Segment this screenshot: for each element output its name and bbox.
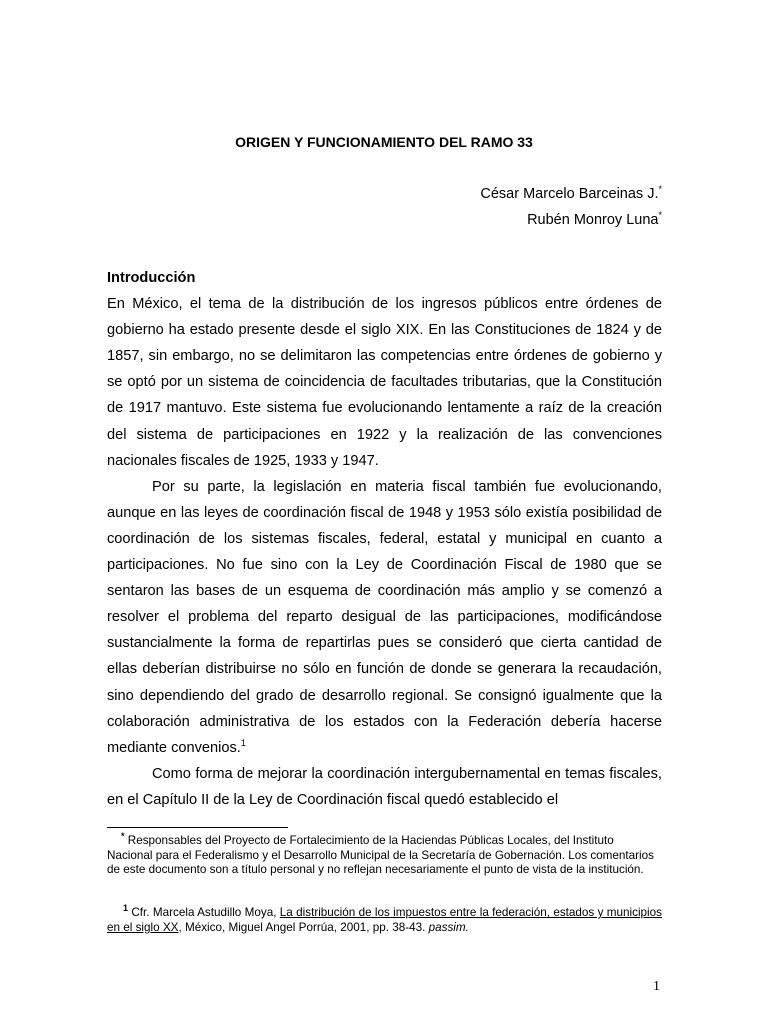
author-2-name: Rubén Monroy Luna <box>527 212 659 228</box>
paragraph-3: Como forma de mejorar la coordinación intergubernamental en temas fiscales, en el Capítulo II de la Ley de Coordinación fiscal quedó establecido el <box>107 765 662 808</box>
body-text <box>107 265 662 813</box>
paragraph-2 <box>107 474 662 761</box>
footnote-ref-1: 1 <box>240 737 246 748</box>
author-1-mark: * <box>658 184 662 195</box>
footnote-authors-mark: * <box>121 831 125 842</box>
author-1-name: César Marcelo Barceinas J. <box>480 186 659 202</box>
footnote-1-title-link: La distribución de los impuestos entre la federación, estados y municipios en el siglo XX <box>107 906 662 934</box>
page-number: 1 <box>653 979 660 994</box>
author-1 <box>480 186 662 202</box>
paragraph-2-text: Por su parte, la legislación en materia fiscal también fue evolucionando, aunque en las leyes de coordinación fiscal de 1948 y 1953 sólo existía posibilidad de coordinación de los sistemas fiscales, federal, estatal y municipal en cuanto a participaciones. No fue sino con la Ley de Coordinación Fiscal de 1980 que se sentaron las bases de un esquema de coordinación más amplio y se comenzó a resolver el problema del reparto desigual de las participaciones, modificándose sustancialmente la forma de repartirlas pues se consideró que cierta cantidad de ellas deberían distribuirse no sólo en función de donde se generara la recaudación, sino dependiendo del grado de desarrollo regional. Se consignó igualmente que la colaboración administrativa de los estados con la Federación debería hacerse mediante convenios. <box>107 478 662 756</box>
footnote-1-suffix: , México, Miguel Angel Porrúa, 2001, pp. 38-43. <box>178 920 429 934</box>
footnote-authors <box>107 831 662 878</box>
footnote-1-prefix: Cfr. Marcela Astudillo Moya, <box>131 906 280 919</box>
footnote-1-mark: 1 <box>123 903 129 914</box>
footnote-authors-text: Responsables del Proyecto de Fortalecimiento de la Haciendas Públicas Locales, del Instituto Nacional para el Federalismo y el Desarrollo Municipal de la Secretaría de Gobernación. Los comentarios de este documento son a título personal y no reflejan necesariamente el punto de vista de la institución. <box>107 834 654 877</box>
section-heading: Introducción <box>107 270 196 286</box>
footnote-separator <box>107 827 288 828</box>
footnote-1-italic: passim. <box>428 920 469 934</box>
author-2 <box>527 212 662 228</box>
document-title: ORIGEN Y FUNCIONAMIENTO DEL RAMO 33 <box>235 134 533 150</box>
footnote-1 <box>107 903 662 935</box>
paragraph-1: En México, el tema de la distribución de los ingresos públicos entre órdenes de gobierno ha estado presente desde el siglo XIX. En las Constituciones de 1824 y de 1857, sin embargo, no se delimitaron las competencias entre órdenes de gobierno y se optó por un sistema de coincidencia de facultades tributarias, que la Constitución de 1917 mantuvo. Este sistema fue evolucionando lentamente a raíz de la creación del sistema de participaciones en 1922 y la realización de las convenciones nacionales fiscales de 1925, 1933 y 1947. <box>107 296 662 469</box>
author-2-mark: * <box>658 210 662 221</box>
